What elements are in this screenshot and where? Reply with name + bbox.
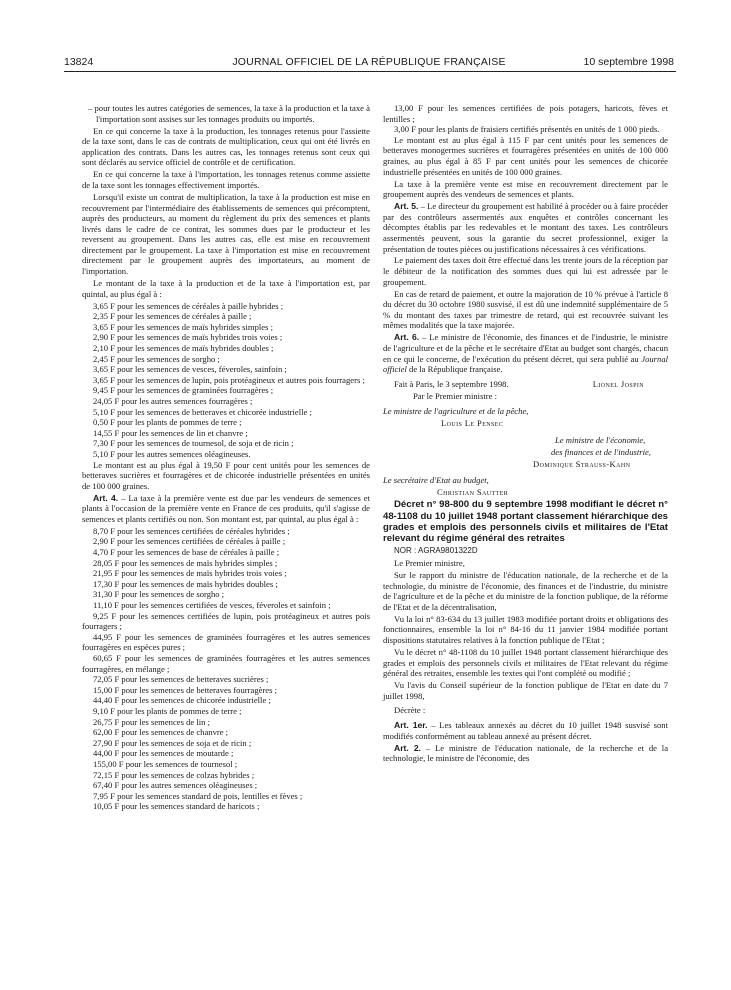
article-4	[82, 493, 370, 525]
list-item: 2,10 F pour les semences de maïs hybrides doubles ;	[93, 343, 274, 354]
article-text: – La taxe à la première vente est due par les vendeurs de semences et plants à l'occasion de la première vente en France de ces produits, qu'il s'agisse de semences et plants certifiés ou non. Son montant est, par quintal, au plus égal à :	[82, 492, 370, 524]
paragraph: – pour toutes les autres catégories de semences, la taxe à la production et la taxe à l'importation sont assises sur les tonnages produits ou importés.	[88, 103, 370, 124]
list-item: 9,10 F pour les plants de pommes de terre ;	[93, 705, 242, 716]
article-text: – Le directeur du groupement est habilité à procéder ou à faire procéder par des contrôleurs assermentés aux enquêtes et contrôles concernant les décomptes établis par les redevables et le montant des taxes. Les contrôleurs assermentés peuvent, sous la garantie du secret professionnel, exiger la présentation de toutes pièces ou justifications nécessaires à ces vérifications.	[383, 201, 668, 254]
list-item: 27,90 F pour les semences de soja et de ricin ;	[93, 737, 252, 748]
list-item: 72,05 F pour les semences de betteraves sucrières ;	[93, 674, 269, 685]
list-item: 62,00 F pour les semences de chanvre ;	[93, 727, 229, 738]
article-text-end: de la République française.	[406, 364, 503, 375]
list-item: 3,00 F pour les plants de fraisiers certifiés présentés en unités de 1 000 pieds.	[394, 124, 660, 135]
article-5	[383, 201, 668, 254]
paragraph: Le montant est au plus égal à 115 F par cent unités pour les semences de betteraves monogermes sucrières et fourragères présentées en unités de 100 000 graines, au plus égal à 85 F par cent unités pour les semences de chicorée industrielle présentées en unités de 100 000 graines.	[383, 134, 668, 177]
article-label: Art. 1er.	[394, 719, 428, 730]
list-item: 31,30 F pour les semences de sorgho ;	[93, 589, 225, 600]
issue-date: 10 septembre 1998	[583, 56, 674, 68]
article-label: Art. 6.	[394, 332, 420, 343]
paragraph: En ce qui concerne la taxe à l'importation, les tonnages retenus comme assiette de la taxe sont les tonnages effectivement importés.	[82, 169, 370, 190]
list-item: 14,55 F pour les semences de lin et chanvre ;	[93, 427, 248, 438]
right-column	[383, 103, 668, 765]
paragraph: En cas de retard de paiement, et outre la majoration de 10 % prévue à l'article 8 du décret du 30 octobre 1980 susvisé, il est dû une indemnité supplémentaire de 5 % du montant des taxes par trimestre de retard, qui est recouvrée suivant les mêmes modalités que la taxe majorée.	[383, 288, 668, 331]
article-label: Art. 5.	[394, 201, 419, 212]
paragraph: Sur le rapport du ministre de l'éducation nationale, de la recherche et de la technologie, du ministre de l'économie, des finances et de l'industrie, du ministre de l'agriculture et de la pêche et du ministre de la fonction publique, de la réforme de l'Etat et de la décentralisation,	[383, 570, 668, 612]
decrete-heading: Décrète :	[394, 705, 426, 716]
signing-place-date: Fait à Paris, le 3 septembre 1998.	[394, 378, 509, 389]
list-item: 28,05 F pour les semences de maïs hybrides simples ;	[93, 557, 278, 568]
list-item: 13,00 F pour les semences certifiées de pois potagers, haricots, fèves et lentilles ;	[383, 103, 668, 124]
article-text: – Le ministre de l'économie, des finances et de l'industrie, le ministre de l'agriculture et de la pêche et le secrétaire d'Etat au budget sont chargés, chacun en ce qui le concerne, de l'exécution du présent décret, qui sera publié au	[383, 332, 668, 364]
paragraph: Vu l'avis du Conseil supérieur de la fonction publique de l'Etat en date du 7 juillet 1998,	[383, 680, 668, 701]
minister-agriculture-title: Le ministre de l'agriculture et de la pêche,	[383, 405, 529, 416]
article-6	[383, 332, 668, 374]
journal-title: JOURNAL OFFICIEL DE LA RÉPUBLIQUE FRANÇAISE	[232, 56, 506, 68]
article-label: Art. 2.	[394, 742, 422, 753]
list-item: 3,65 F pour les semences de vesces, féveroles, sainfoin ;	[93, 364, 287, 375]
decree-title: Décret n° 98-800 du 9 septembre 1998 modifiant le décret n° 48-1108 du 10 juillet 1948 portant classement hiérarchique des grades et emplois des personnels civils et militaires de l'Etat relevant du régime général des retraites	[383, 499, 668, 545]
list-item: 5,10 F pour les autres semences oléagineuses.	[93, 448, 251, 459]
minister-economy-title-2: des finances et de l'industrie,	[551, 446, 651, 457]
tax-rate-list-first-sale	[82, 526, 370, 812]
journal-officiel-ref: Journal officiel	[383, 353, 668, 375]
signatory-prime-minister: Lionel Jospin	[592, 378, 644, 389]
list-item: 9,25 F pour les semences certifiées de lupin, pois protéagineux et autres pois fourragers ;	[82, 610, 370, 632]
list-item: 0,50 F pour les plants de pommes de terre ;	[93, 417, 242, 428]
header-rule	[64, 71, 676, 72]
paragraph: En ce qui concerne la taxe à la production, les tonnages retenus pour l'assiette de la taxe sont, dans le cas de contrats de multiplication, ceux qui ont été livrés en application des contrats. Dans les autres cas, les tonnages retenus sont ceux qui sont déclarés au service officiel de contrôle et de certification.	[82, 125, 370, 168]
signature-block	[383, 379, 668, 498]
list-item: 2,90 F pour les semences de maïs hybrides trois voies ;	[93, 332, 283, 343]
list-item: 60,65 F pour les semences de graminées fourragères et les autres semences fourragères, en mélange ;	[82, 653, 370, 674]
list-item: 10,05 F pour les semences standard de haricots ;	[93, 801, 260, 812]
paragraph: Lorsqu'il existe un contrat de multiplication, la taxe à la production est mise en recouvrement par l'intermédiaire des établissements de semences qui précomptent, auprès des producteurs, au moment du règlement du prix des semences et plants livrés dans le cadre de ce contrat, les sommes dues par le producteur et les reversent au groupement. Dans les autres cas, elle est mise en recouvrement directement par le groupement. La taxe à l'importation est mise en recouvrement directement par le groupement auprès des importateurs, au moment de l'importation.	[82, 191, 370, 277]
minister-economy-title: Le ministre de l'économie,	[555, 434, 646, 445]
list-item: 4,70 F pour les semences de base de céréales à paille ;	[93, 547, 280, 558]
paragraph: Le Premier ministre,	[394, 558, 465, 569]
list-item: 11,10 F pour les semences certifiées de vesces, féveroles et sainfoin ;	[93, 600, 331, 611]
tax-rate-list-production	[82, 301, 370, 460]
signatory-budget: Christian Sautter	[437, 487, 509, 498]
paragraph: Vu le décret n° 48-1108 du 10 juillet 1948 portant classement hiérarchique des grades et emplois des personnels civils et militaires de l'Etat relevant du régime général des retraites, ensemble les textes qui l'ont complété ou modifié ;	[383, 647, 668, 679]
page-header	[64, 56, 674, 70]
nor-reference: NOR : AGRA9801322D	[394, 546, 478, 556]
list-item: 7,95 F pour les semences standard de pois, lentilles et fèves ;	[93, 790, 303, 801]
list-item: 24,05 F pour les autres semences fourragères ;	[93, 395, 253, 406]
secretary-budget-title: Le secrétaire d'Etat au budget,	[383, 475, 489, 486]
page-number: 13824	[64, 56, 94, 68]
paragraph: Le paiement des taxes doit être effectué dans les trente jours de la réception par le débiteur de la notification des sommes dues qui lui est adressée par le groupement.	[383, 255, 668, 287]
article-text: – Les tableaux annexés au décret du 10 juillet 1948 susvisé sont modifiés conformément au tableau annexé au présent décret.	[383, 719, 668, 741]
list-item: 67,40 F pour les autres semences oléagineuses ;	[93, 780, 258, 791]
paragraph: Le montant est au plus égal à 19,50 F pour cent unités pour les semences de betteraves sucrières et fourragères et de chicorée industrielle présentées en unités de 100 000 graines.	[82, 459, 370, 491]
article-2	[383, 743, 668, 764]
article-label: Art. 4.	[93, 492, 119, 503]
list-item: 44,00 F pour les semences de moutarde ;	[93, 748, 234, 759]
list-item: 15,00 F pour les semences de betteraves fourragères ;	[93, 684, 277, 695]
list-item: 8,70 F pour les semences certifiées de céréales hybrides ;	[93, 525, 290, 536]
paragraph: La taxe à la première vente est mise en recouvrement directement par le groupement auprès des vendeurs de semences et plants.	[383, 178, 668, 200]
list-item: 21,95 F pour les semences de maïs hybrides trois voies ;	[93, 568, 287, 579]
signatory-agriculture: Louis Le Pensec	[441, 417, 504, 428]
article-1	[383, 720, 668, 741]
list-item: 7,30 F pour les semences de tournesol, de soja et de ricin ;	[93, 438, 294, 449]
list-item: 3,65 F pour les semences de maïs hybrides simples ;	[93, 321, 273, 332]
list-item: 17,30 F pour les semences de maïs hybrides doubles ;	[93, 578, 278, 589]
left-column	[82, 103, 370, 812]
list-item: 3,65 F pour les semences de céréales à paille hybrides ;	[93, 300, 284, 311]
list-item: 9,45 F pour les semences de graminées fourragères ;	[93, 385, 274, 396]
paragraph: Le montant de la taxe à la production et de la taxe à l'importation est, par quintal, au plus égal à :	[82, 278, 370, 299]
article-text: – Le ministre de l'éducation nationale, de la recherche et de la technologie, le ministre de l'économie, des	[383, 742, 669, 764]
list-item: 3,65 F pour les semences de lupin, pois protéagineux et autres pois fourragers ;	[93, 374, 365, 385]
list-item: 2,45 F pour les semences de sorgho ;	[93, 353, 220, 364]
list-item: 72,15 F pour les semences de colzas hybrides ;	[93, 769, 255, 780]
list-item: 2,90 F pour les semences certifiées de céréales à paille ;	[93, 536, 286, 547]
list-item: 44,40 F pour les semences de chicorée industrielle ;	[93, 695, 271, 706]
list-item: 26,75 F pour les semences de lin ;	[93, 716, 210, 727]
list-item: 44,95 F pour les semences de graminées fourragères et les autres semences fourragères en espèces pures ;	[82, 631, 370, 653]
by-prime-minister: Par le Premier ministre :	[413, 391, 498, 402]
list-item: 2,35 F pour les semences de céréales à paille ;	[93, 311, 252, 322]
list-item: 155,00 F pour les semences de tournesol ;	[93, 758, 238, 769]
list-item: 5,10 F pour les semences de betteraves et chicorée industrielle ;	[93, 406, 312, 417]
paragraph: Vu la loi n° 83-634 du 13 juillet 1983 modifiée portant droits et obligations des fonctionnaires, ensemble la loi n° 84-16 du 11 janvier 1984 modifiée portant dispositions statutaires relatives à la fonction publique de l'Etat ;	[383, 613, 668, 646]
signatory-economy: Dominique Strauss-Kahn	[533, 458, 631, 469]
